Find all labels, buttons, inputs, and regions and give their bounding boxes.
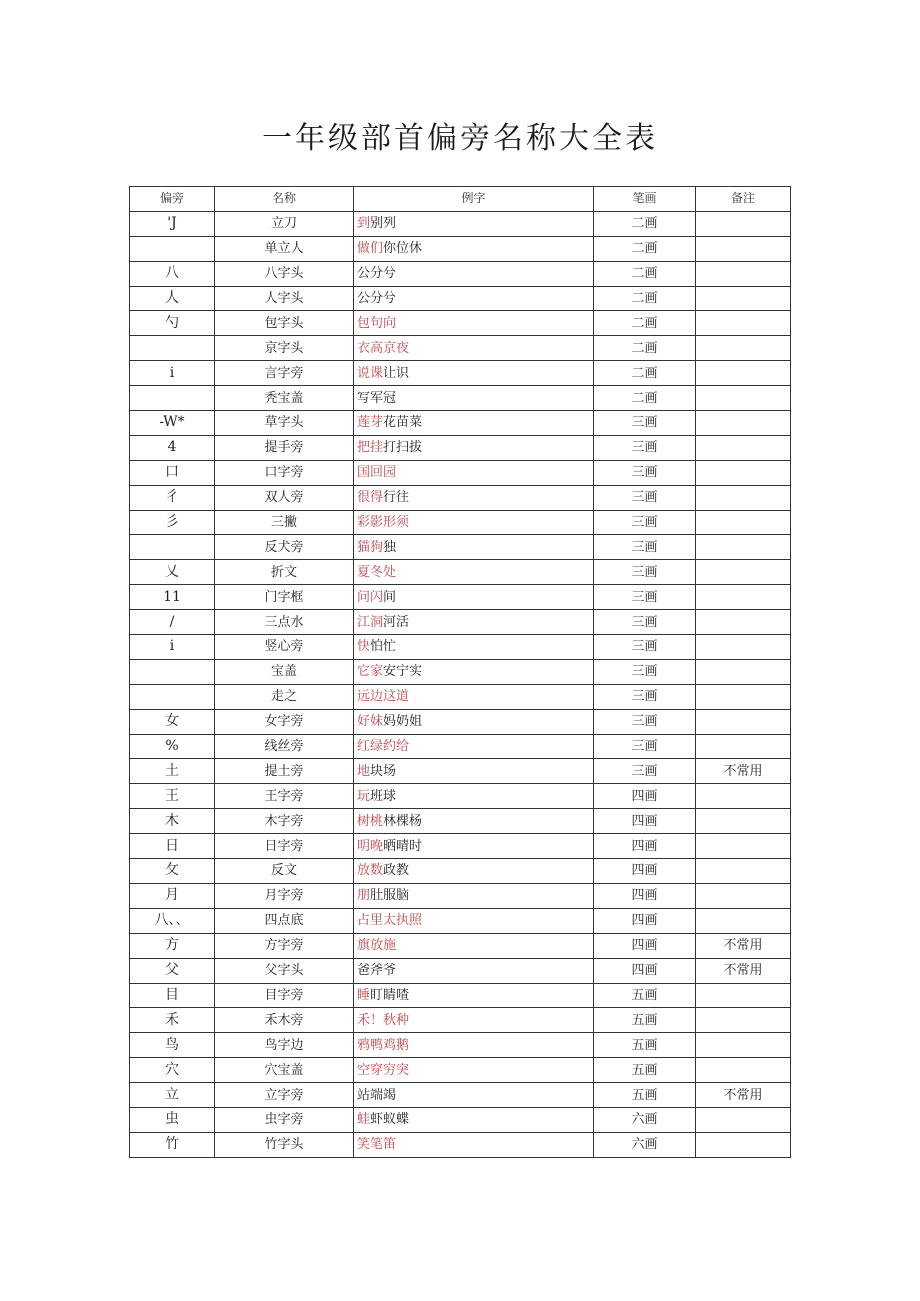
table-row <box>130 211 791 236</box>
note-cell <box>696 834 791 859</box>
note-cell: 不常用 <box>696 1083 791 1108</box>
examples-plain: 安宁实 <box>383 664 423 680</box>
examples-highlighted: 说课 <box>357 365 384 381</box>
radical-name-cell: 目字旁 <box>215 983 354 1008</box>
radical-name-cell: 三撇 <box>215 510 354 535</box>
radical-cell: 虫 <box>130 1107 215 1132</box>
examples-highlighted: 鸦鸭鸡鹅 <box>357 1037 410 1053</box>
examples-cell <box>354 435 594 460</box>
radical-cell: 4 <box>130 435 215 460</box>
examples-cell <box>354 734 594 759</box>
note-cell <box>696 1033 791 1058</box>
stroke-count-cell: 三画 <box>594 610 696 635</box>
examples-cell <box>354 286 594 311</box>
radical-cell: / <box>130 610 215 635</box>
examples-highlighted: 猫狗 <box>357 539 384 555</box>
stroke-count-cell: 二画 <box>594 236 696 261</box>
stroke-count-cell: 六画 <box>594 1132 696 1157</box>
radical-name-cell: 竹字头 <box>215 1132 354 1157</box>
radical-name-cell: 反犬旁 <box>215 535 354 560</box>
note-cell <box>696 236 791 261</box>
table-header-row <box>130 187 791 212</box>
table-row <box>130 435 791 460</box>
examples-cell <box>354 883 594 908</box>
radical-name-cell: 虫字旁 <box>215 1107 354 1132</box>
note-cell <box>696 659 791 684</box>
radical-name-cell: 禾木旁 <box>215 1008 354 1033</box>
examples-highlighted: 做们 <box>357 241 384 257</box>
note-cell <box>696 485 791 510</box>
examples-cell <box>354 610 594 635</box>
examples-cell <box>354 261 594 286</box>
examples-highlighted: 包句向 <box>357 315 397 331</box>
table-row <box>130 834 791 859</box>
radical-cell: % <box>130 734 215 759</box>
note-cell <box>696 610 791 635</box>
radical-cell: -W* <box>130 411 215 436</box>
radical-name-cell: 穴宝盖 <box>215 1058 354 1083</box>
radical-name-cell: 八字头 <box>215 261 354 286</box>
radical-name-cell: 宝盖 <box>215 659 354 684</box>
note-cell: 不常用 <box>696 933 791 958</box>
radicals-table <box>129 186 791 1158</box>
stroke-count-cell: 五画 <box>594 1033 696 1058</box>
examples-cell <box>354 361 594 386</box>
examples-highlighted: 地 <box>357 763 371 779</box>
examples-cell <box>354 585 594 610</box>
header-note: 备注 <box>696 187 791 212</box>
examples-cell <box>354 834 594 859</box>
note-cell <box>696 211 791 236</box>
examples-cell <box>354 1083 594 1108</box>
radical-name-cell: 父字头 <box>215 958 354 983</box>
radical-name-cell: 方字旁 <box>215 933 354 958</box>
radical-name-cell: 门字框 <box>215 585 354 610</box>
table-row <box>130 311 791 336</box>
radical-cell: 攵 <box>130 859 215 884</box>
table-row <box>130 908 791 933</box>
radical-cell: 日 <box>130 834 215 859</box>
radical-name-cell: 三点水 <box>215 610 354 635</box>
table-body <box>130 211 791 1157</box>
examples-highlighted: 很得 <box>357 490 384 506</box>
note-cell <box>696 361 791 386</box>
examples-plain: 爸斧爷 <box>357 963 397 979</box>
table-row <box>130 1107 791 1132</box>
header-radical: 偏旁 <box>130 187 215 212</box>
examples-cell <box>354 336 594 361</box>
examples-plain: 盯睛喳 <box>370 987 410 1003</box>
stroke-count-cell: 三画 <box>594 659 696 684</box>
radical-name-cell: 走之 <box>215 684 354 709</box>
radical-cell: 口 <box>130 460 215 485</box>
examples-cell <box>354 859 594 884</box>
radical-name-cell: 单立人 <box>215 236 354 261</box>
header-examples: 例字 <box>354 187 594 212</box>
examples-plain: 站端竭 <box>357 1087 397 1103</box>
radical-cell: 父 <box>130 958 215 983</box>
radical-cell: 鸟 <box>130 1033 215 1058</box>
examples-cell <box>354 485 594 510</box>
note-cell <box>696 709 791 734</box>
radical-cell <box>130 236 215 261</box>
stroke-count-cell: 五画 <box>594 1083 696 1108</box>
examples-cell <box>354 1107 594 1132</box>
radical-cell: 11 <box>130 585 215 610</box>
radical-cell <box>130 386 215 411</box>
examples-cell <box>354 908 594 933</box>
stroke-count-cell: 四画 <box>594 908 696 933</box>
radical-name-cell: 四点底 <box>215 908 354 933</box>
stroke-count-cell: 二画 <box>594 311 696 336</box>
note-cell <box>696 510 791 535</box>
examples-highlighted: 莲芽 <box>357 415 384 431</box>
table-row <box>130 1058 791 1083</box>
examples-plain: 花苗菜 <box>383 415 423 431</box>
examples-cell <box>354 983 594 1008</box>
examples-plain: 公分兮 <box>357 266 397 282</box>
table-row <box>130 933 791 958</box>
radical-name-cell: 口字旁 <box>215 460 354 485</box>
radical-name-cell: 日字旁 <box>215 834 354 859</box>
note-cell <box>696 585 791 610</box>
radical-name-cell: 京字头 <box>215 336 354 361</box>
examples-cell <box>354 535 594 560</box>
radical-cell: 女 <box>130 709 215 734</box>
examples-plain: 怕忙 <box>370 639 397 655</box>
table-row <box>130 585 791 610</box>
stroke-count-cell: 四画 <box>594 834 696 859</box>
examples-cell <box>354 933 594 958</box>
radical-cell: 王 <box>130 784 215 809</box>
note-cell <box>696 336 791 361</box>
note-cell <box>696 734 791 759</box>
radical-name-cell: 提土旁 <box>215 759 354 784</box>
note-cell: 不常用 <box>696 759 791 784</box>
examples-highlighted: 笑笔笛 <box>357 1137 397 1153</box>
examples-plain: 公分兮 <box>357 291 397 306</box>
note-cell <box>696 261 791 286</box>
header-strokes: 笔画 <box>594 187 696 212</box>
radical-name-cell: 包字头 <box>215 311 354 336</box>
examples-highlighted: 玩 <box>357 788 371 804</box>
radical-name-cell: 女字旁 <box>215 709 354 734</box>
examples-highlighted: 它家 <box>357 664 384 680</box>
stroke-count-cell: 三画 <box>594 411 696 436</box>
table-row <box>130 1008 791 1033</box>
stroke-count-cell: 三画 <box>594 510 696 535</box>
note-cell <box>696 908 791 933</box>
radical-name-cell: 秃宝盖 <box>215 386 354 411</box>
examples-highlighted: 国回园 <box>357 465 397 481</box>
examples-cell <box>354 958 594 983</box>
stroke-count-cell: 三画 <box>594 535 696 560</box>
examples-highlighted: 蛙 <box>357 1112 371 1128</box>
note-cell <box>696 784 791 809</box>
stroke-count-cell: 二画 <box>594 386 696 411</box>
examples-highlighted: 到 <box>357 216 371 232</box>
examples-highlighted: 朋 <box>357 888 371 904</box>
stroke-count-cell: 三画 <box>594 460 696 485</box>
header-name: 名称 <box>215 187 354 212</box>
stroke-count-cell: 三画 <box>594 585 696 610</box>
stroke-count-cell: 五画 <box>594 1008 696 1033</box>
examples-highlighted: 睡 <box>357 987 371 1003</box>
radical-cell: 彡 <box>130 510 215 535</box>
examples-plain: 晒晴时 <box>383 838 423 854</box>
examples-highlighted: 红绿约给 <box>357 739 410 755</box>
note-cell <box>696 1132 791 1157</box>
table-row <box>130 983 791 1008</box>
radical-name-cell: 言字旁 <box>215 361 354 386</box>
examples-plain: 肚服脑 <box>370 888 410 904</box>
examples-plain: 写军冠 <box>357 390 397 406</box>
examples-highlighted: 远边这道 <box>357 689 410 705</box>
stroke-count-cell: 三画 <box>594 560 696 585</box>
examples-cell <box>354 1008 594 1033</box>
table-row <box>130 1083 791 1108</box>
examples-cell <box>354 759 594 784</box>
table-row <box>130 535 791 560</box>
stroke-count-cell: 三画 <box>594 684 696 709</box>
radical-cell: 勺 <box>130 311 215 336</box>
radical-name-cell: 双人旁 <box>215 485 354 510</box>
radical-name-cell: 王字旁 <box>215 784 354 809</box>
table-row <box>130 784 791 809</box>
examples-cell <box>354 659 594 684</box>
table-row <box>130 883 791 908</box>
examples-plain: 打扫拔 <box>383 440 423 456</box>
radical-cell <box>130 535 215 560</box>
radical-cell: i <box>130 361 215 386</box>
note-cell <box>696 560 791 585</box>
note-cell <box>696 1008 791 1033</box>
table-row <box>130 958 791 983</box>
radical-cell: 八、、 <box>130 908 215 933</box>
examples-highlighted: 把挂 <box>357 440 384 456</box>
radical-cell: 禾 <box>130 1008 215 1033</box>
examples-plain: 行往 <box>383 490 410 506</box>
table-row <box>130 411 791 436</box>
examples-highlighted: 问闪 <box>357 589 384 605</box>
stroke-count-cell: 四画 <box>594 784 696 809</box>
radical-cell: i <box>130 635 215 660</box>
examples-cell <box>354 386 594 411</box>
stroke-count-cell: 五画 <box>594 983 696 1008</box>
note-cell <box>696 286 791 311</box>
radical-name-cell: 木字旁 <box>215 809 354 834</box>
note-cell <box>696 684 791 709</box>
examples-highlighted: 快 <box>357 639 371 655</box>
examples-cell <box>354 684 594 709</box>
stroke-count-cell: 三画 <box>594 635 696 660</box>
radical-name-cell: 提手旁 <box>215 435 354 460</box>
examples-cell <box>354 236 594 261</box>
examples-cell <box>354 411 594 436</box>
page-title: 一年级部首偏旁名称大全表 <box>262 121 658 156</box>
table-row <box>130 336 791 361</box>
stroke-count-cell: 二画 <box>594 361 696 386</box>
table-row <box>130 734 791 759</box>
note-cell <box>696 311 791 336</box>
table-row <box>130 635 791 660</box>
table-row <box>130 261 791 286</box>
examples-cell <box>354 709 594 734</box>
examples-cell <box>354 510 594 535</box>
table-row <box>130 859 791 884</box>
stroke-count-cell: 三画 <box>594 485 696 510</box>
radical-name-cell: 人字头 <box>215 286 354 311</box>
radical-cell: 八 <box>130 261 215 286</box>
radical-name-cell: 线丝旁 <box>215 734 354 759</box>
radical-cell: 月 <box>130 883 215 908</box>
note-cell <box>696 883 791 908</box>
radical-cell: 乂 <box>130 560 215 585</box>
table-row <box>130 510 791 535</box>
radical-name-cell: 立刀 <box>215 211 354 236</box>
table-row <box>130 386 791 411</box>
radical-cell: 木 <box>130 809 215 834</box>
examples-plain: 让识 <box>383 365 410 381</box>
radical-cell: 人 <box>130 286 215 311</box>
note-cell <box>696 386 791 411</box>
stroke-count-cell: 六画 <box>594 1107 696 1132</box>
table-row <box>130 659 791 684</box>
radical-name-cell: 反文 <box>215 859 354 884</box>
examples-highlighted: 树桃 <box>357 813 384 829</box>
radical-name-cell: 立字旁 <box>215 1083 354 1108</box>
radical-name-cell: 折文 <box>215 560 354 585</box>
examples-cell <box>354 784 594 809</box>
table-row <box>130 286 791 311</box>
note-cell: 不常用 <box>696 958 791 983</box>
examples-cell <box>354 460 594 485</box>
radical-name-cell: 竖心旁 <box>215 635 354 660</box>
examples-cell <box>354 560 594 585</box>
stroke-count-cell: 四画 <box>594 809 696 834</box>
stroke-count-cell: 三画 <box>594 759 696 784</box>
note-cell <box>696 859 791 884</box>
table-row <box>130 236 791 261</box>
examples-plain: 虾蚁蝶 <box>370 1112 410 1128</box>
examples-plain: 块场 <box>370 763 397 779</box>
stroke-count-cell: 四画 <box>594 958 696 983</box>
radical-cell: 立 <box>130 1083 215 1108</box>
examples-cell <box>354 635 594 660</box>
examples-highlighted: 衣高京夜 <box>357 340 410 356</box>
note-cell <box>696 460 791 485</box>
stroke-count-cell: 三画 <box>594 709 696 734</box>
table-row <box>130 560 791 585</box>
examples-plain: 间 <box>383 589 397 605</box>
radical-name-cell: 鸟字边 <box>215 1033 354 1058</box>
examples-cell <box>354 1033 594 1058</box>
radical-name-cell: 月字旁 <box>215 883 354 908</box>
examples-plain: 林棵杨 <box>383 813 423 829</box>
table-row <box>130 460 791 485</box>
radical-cell <box>130 659 215 684</box>
examples-highlighted: 放数 <box>357 863 384 879</box>
examples-highlighted: 空穿穷突 <box>357 1062 410 1078</box>
radical-cell: 彳 <box>130 485 215 510</box>
note-cell <box>696 1107 791 1132</box>
radical-cell: 方 <box>130 933 215 958</box>
examples-highlighted: 彩影形须 <box>357 515 410 531</box>
examples-plain: 你位休 <box>383 241 423 257</box>
note-cell <box>696 1058 791 1083</box>
examples-cell <box>354 1058 594 1083</box>
examples-highlighted: 占里太执照 <box>357 913 423 929</box>
table-row <box>130 1033 791 1058</box>
radical-cell <box>130 336 215 361</box>
radical-name-cell: 草字头 <box>215 411 354 436</box>
note-cell <box>696 635 791 660</box>
examples-plain: 河活 <box>383 614 410 630</box>
examples-highlighted: 禾！秋种 <box>357 1012 410 1028</box>
stroke-count-cell: 四画 <box>594 933 696 958</box>
table-row <box>130 1132 791 1157</box>
radical-cell: 'J <box>130 211 215 236</box>
note-cell <box>696 535 791 560</box>
stroke-count-cell: 四画 <box>594 859 696 884</box>
radical-cell: 穴 <box>130 1058 215 1083</box>
examples-highlighted: 江洞 <box>357 614 384 630</box>
stroke-count-cell: 二画 <box>594 211 696 236</box>
radical-cell: 目 <box>130 983 215 1008</box>
examples-cell <box>354 311 594 336</box>
stroke-count-cell: 三画 <box>594 734 696 759</box>
table-row <box>130 361 791 386</box>
examples-cell <box>354 1132 594 1157</box>
radical-cell <box>130 684 215 709</box>
examples-plain: 妈奶姐 <box>383 714 423 730</box>
radical-cell: 土 <box>130 759 215 784</box>
note-cell <box>696 809 791 834</box>
table-row <box>130 610 791 635</box>
table-row <box>130 759 791 784</box>
stroke-count-cell: 五画 <box>594 1058 696 1083</box>
table-row <box>130 709 791 734</box>
examples-highlighted: 明晚 <box>357 838 384 854</box>
examples-plain: 班球 <box>370 788 397 804</box>
note-cell <box>696 411 791 436</box>
examples-plain: 政教 <box>383 863 410 879</box>
stroke-count-cell: 四画 <box>594 883 696 908</box>
examples-plain: 独 <box>383 539 397 555</box>
radical-cell: 竹 <box>130 1132 215 1157</box>
stroke-count-cell: 二画 <box>594 336 696 361</box>
examples-cell <box>354 211 594 236</box>
table-row <box>130 485 791 510</box>
examples-cell <box>354 809 594 834</box>
stroke-count-cell: 三画 <box>594 435 696 460</box>
stroke-count-cell: 二画 <box>594 286 696 311</box>
stroke-count-cell: 二画 <box>594 261 696 286</box>
note-cell <box>696 983 791 1008</box>
examples-highlighted: 旗放施 <box>357 938 397 954</box>
examples-highlighted: 好妹 <box>357 714 384 730</box>
note-cell <box>696 435 791 460</box>
examples-plain: 别列 <box>370 216 397 232</box>
table-row <box>130 684 791 709</box>
examples-highlighted: 夏冬处 <box>357 564 397 580</box>
table-row <box>130 809 791 834</box>
